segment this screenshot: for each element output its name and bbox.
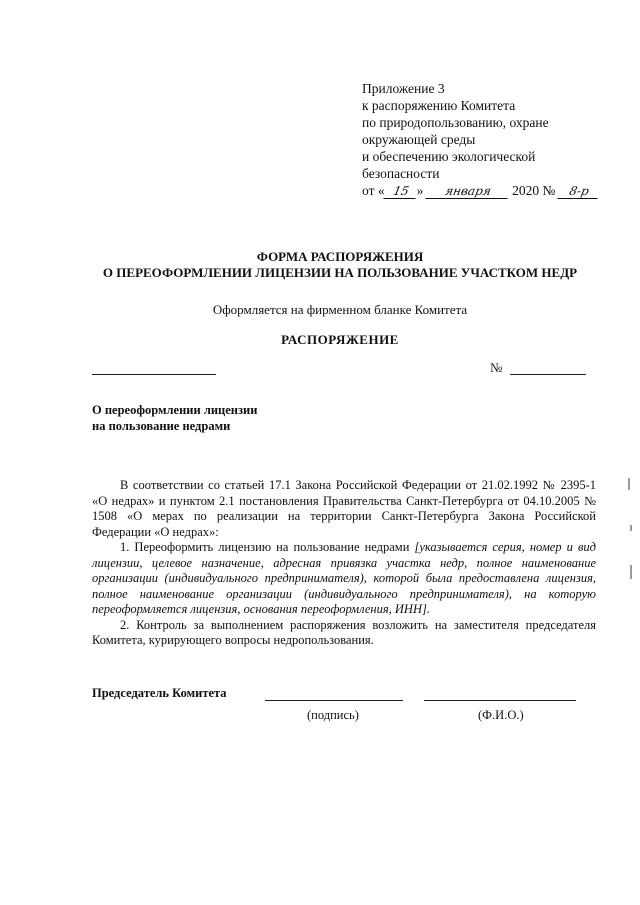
subject-line2: на пользование недрами bbox=[92, 419, 231, 433]
number-sign: № bbox=[490, 360, 503, 375]
appendix-date-line bbox=[362, 182, 612, 199]
form-title bbox=[60, 249, 620, 281]
appendix-line: по природопользованию, охране bbox=[362, 115, 549, 130]
scan-edge-mark bbox=[628, 478, 630, 490]
form-title-line1: ФОРМА РАСПОРЯЖЕНИЯ bbox=[256, 249, 424, 264]
date-blank-line bbox=[92, 374, 216, 375]
subject-line1: О переоформлении лицензии bbox=[92, 403, 258, 417]
date-mid: » bbox=[416, 183, 424, 198]
date-year: 2020 № bbox=[512, 183, 556, 198]
order-body bbox=[92, 478, 596, 649]
clause-2-paragraph: 2. Контроль за выполнением распоряжения возложить на заместителя председателя Комитета, курирующего вопросы недропользования. bbox=[92, 617, 596, 647]
chairman-title: Председатель Комитета bbox=[92, 686, 227, 700]
handwritten-number: 8-р bbox=[557, 184, 600, 199]
number-blank-line bbox=[510, 374, 586, 375]
date-prefix: от « bbox=[362, 183, 385, 198]
appendix-line: Приложение 3 bbox=[362, 81, 445, 96]
order-title: РАСПОРЯЖЕНИЕ bbox=[281, 332, 399, 347]
signature-label: (подпись) bbox=[307, 708, 359, 722]
letterhead-note: Оформляется на фирменном бланке Комитета bbox=[212, 302, 468, 317]
handwritten-day: 15 bbox=[383, 184, 418, 199]
appendix-line: к распоряжению Комитета bbox=[362, 98, 516, 113]
name-label: (Ф.И.О.) bbox=[478, 708, 524, 722]
scan-edge-mark bbox=[630, 565, 632, 579]
clause-1-placeholder: [указывается серия, номер и вид лицензии, целевое назначение, адресная привязка участка недр, полное наименование организации (индивидуального предпринимателя), которой была предоставлена лицензия, полное наименование организации (индивидуального предпринимателя), на которую переоформляется лицензия, основания переоформления, ИНН]. bbox=[92, 540, 596, 616]
preamble-paragraph: В соответствии со статьей 17.1 Закона Российской Федерации от 21.02.1992 № 2395-1 «О недрах» и пунктом 2.1 постановления Правительства Санкт-Петербурга от 04.10.2005 № 1508 «О мерах по реализации на территории Санкт-Петербурга Закона Российской Федерации «О недрах»: bbox=[92, 478, 596, 539]
appendix-line: и обеспечению экологической bbox=[362, 149, 536, 164]
clause-1-text: 1. Переоформить лицензию на пользование недрами bbox=[120, 540, 415, 554]
clause-1-paragraph bbox=[92, 540, 596, 618]
signature-blank-line bbox=[265, 700, 403, 701]
form-title-line2: О ПЕРЕОФОРМЛЕНИИ ЛИЦЕНЗИИ НА ПОЛЬЗОВАНИЕ УЧАСТКОМ НЕДР bbox=[102, 265, 578, 280]
appendix-block bbox=[362, 80, 612, 199]
scan-edge-mark bbox=[630, 525, 632, 531]
handwritten-month: января bbox=[425, 184, 510, 199]
appendix-line: окружающей среды bbox=[362, 132, 476, 147]
subject-heading bbox=[92, 402, 392, 434]
name-blank-line bbox=[424, 700, 576, 701]
appendix-line: безопасности bbox=[362, 166, 440, 181]
